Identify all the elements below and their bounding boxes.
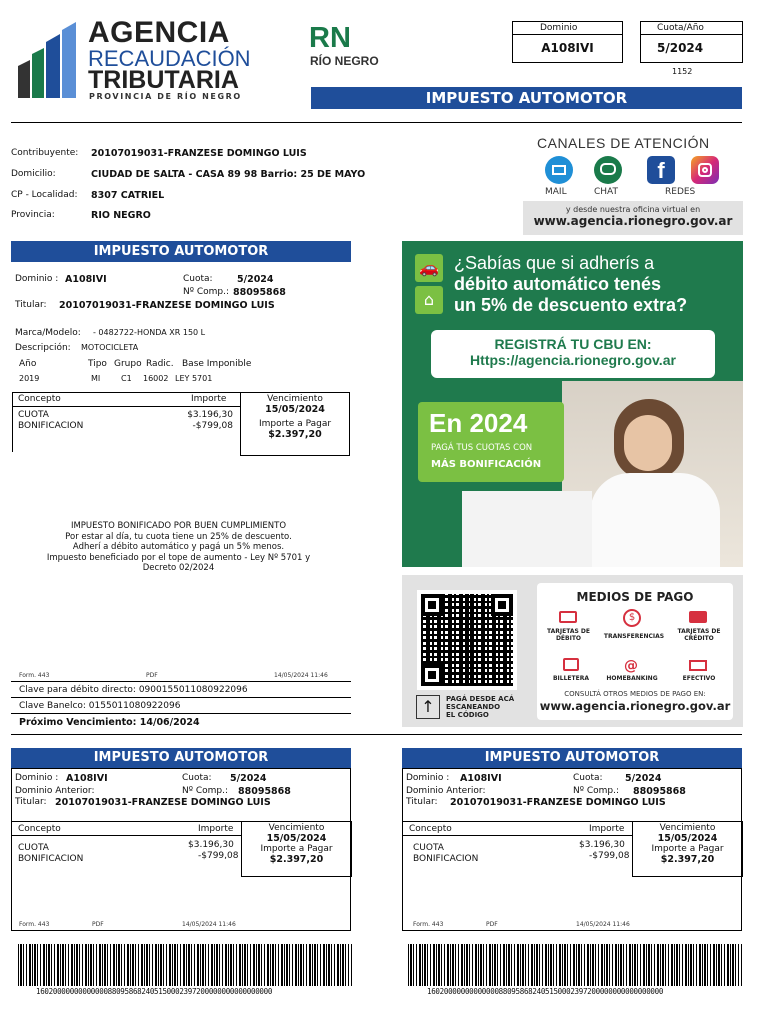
- main-importe-header: Importe: [191, 394, 227, 404]
- descripcion-value: MOTOCICLETA: [81, 343, 139, 352]
- note-line-3: Adherí a débito automático y pagá un 5% menos.: [72, 542, 285, 552]
- main-date: 14/05/2024 11:46: [274, 672, 328, 679]
- logo-recaudacion: RECAUDACIÓN: [88, 46, 251, 71]
- pago-debito: TARJETAS DE DÉBITO: [547, 628, 590, 642]
- cuota-code: 1152: [672, 67, 693, 76]
- promo-pay-2: MÁS BONIFICACIÓN: [431, 459, 542, 470]
- promo-year-box: [418, 402, 564, 482]
- credit-card-icon: [689, 611, 707, 623]
- logo-tributaria: TRIBUTARIA: [88, 66, 239, 94]
- stub-left-vencimiento-box: [241, 821, 352, 877]
- redes-label: REDES: [665, 187, 696, 197]
- stub-left-barcode: [18, 944, 352, 986]
- wallet-icon: [563, 658, 579, 671]
- stub-left-importe-2: -$799,08: [198, 851, 239, 861]
- stub-left-vencimiento-value: 15/05/2024: [266, 833, 327, 844]
- stub-left-titular-value: 20107019031-FRANZESE DOMINGO LUIS: [55, 797, 271, 808]
- stub-left-vencimiento-label: Vencimiento: [268, 823, 325, 833]
- contribuyente-block: [11, 148, 411, 228]
- promo-cbu-2[interactable]: Https://agencia.rionegro.gov.ar: [470, 352, 676, 368]
- canales-url[interactable]: www.agencia.rionegro.gov.ar: [533, 214, 733, 228]
- promo-line-2: débito automático tenés: [454, 274, 662, 294]
- pago-efectivo: EFECTIVO: [682, 675, 716, 682]
- stub-right-date: 14/05/2024 11:46: [576, 921, 630, 928]
- bonificado-note: [11, 521, 346, 574]
- qr-card: [410, 585, 530, 725]
- val-tipo: MI: [91, 374, 101, 383]
- cp-value: 8307 CATRIEL: [91, 190, 165, 201]
- stub-right-dominio-ant: Dominio Anterior:: [406, 786, 486, 796]
- qr-text: [446, 695, 514, 719]
- main-dominio-value: A108IVI: [65, 274, 107, 285]
- stub-right-titular-label: Titular:: [406, 797, 438, 807]
- clave-line-1: [11, 697, 351, 698]
- stub-right-importe-header: Importe: [589, 824, 625, 834]
- logo-agencia: AGENCIA: [88, 16, 230, 49]
- debit-card-icon: [559, 611, 577, 623]
- main-coupon-title: IMPUESTO AUTOMOTOR: [11, 241, 351, 262]
- provincia-value: RIO NEGRO: [91, 210, 151, 221]
- main-coupon: [11, 262, 351, 732]
- val-grupo: C1: [121, 374, 132, 383]
- main-cuota-value: 5/2024: [237, 274, 274, 285]
- stub-right-dominio-value: A108IVI: [460, 773, 502, 784]
- logo-provincia: PROVINCIA DE RÍO NEGRO: [89, 92, 242, 101]
- stub-right-vencimiento-box: [632, 821, 743, 877]
- main-concepto-1: CUOTA: [18, 410, 49, 420]
- stub-right-form: Form. 443: [413, 921, 444, 928]
- provincia-label: Provincia:: [11, 210, 55, 220]
- stub-right-concepto-1: CUOTA: [413, 843, 444, 853]
- note-line-5: Decreto 02/2024: [142, 563, 215, 573]
- stub-right-pagar-value: $2.397,20: [660, 854, 715, 865]
- contribuyente-label: Contribuyente:: [11, 148, 79, 158]
- promo-cbu-1: REGISTRÁ TU CBU EN:: [494, 336, 652, 352]
- stub-left-ncomp-value: 88095868: [238, 786, 291, 797]
- main-importe-1: $3.196,30: [187, 410, 233, 420]
- stub-left-title: IMPUESTO AUTOMOTOR: [11, 748, 351, 768]
- note-line-1: IMPUESTO BONIFICADO POR BUEN CUMPLIMIENTO: [70, 521, 287, 531]
- promo-line-3: un 5% de descuento extra?: [454, 295, 688, 315]
- main-titular-label: Titular:: [15, 300, 47, 310]
- homebanking-icon: @: [624, 658, 638, 674]
- header-title: IMPUESTO AUTOMOTOR: [311, 87, 742, 109]
- stub-right-concepto-2: BONIFICACION: [413, 854, 479, 864]
- mail-icon[interactable]: [545, 156, 573, 184]
- canales-panel: [523, 126, 743, 235]
- stub-right-barcode-number: 16020000000000000880958682405150002397200000000000000000: [427, 987, 664, 996]
- stub-left-dominio-label: Dominio :: [15, 773, 59, 783]
- stub-left-line: [12, 821, 241, 822]
- promo-line-1: ¿Sabías que si adherís a: [454, 253, 655, 273]
- laptop: [462, 491, 592, 567]
- clave-line-2: [11, 713, 351, 714]
- promo-cbu-box: [431, 330, 715, 378]
- stub-left: [11, 768, 351, 931]
- proximo-vencimiento: Próximo Vencimiento: 14/06/2024: [19, 717, 200, 728]
- main-vencimiento-box: [240, 392, 350, 456]
- main-form: Form. 443: [19, 672, 50, 679]
- chat-icon[interactable]: [594, 156, 622, 184]
- pago-billetera: BILLETERA: [552, 675, 589, 682]
- stub-left-concepto-1: CUOTA: [18, 843, 49, 853]
- stub-left-date: 14/05/2024 11:46: [182, 921, 236, 928]
- pago-credito: TARJETAS DE CRÉDITO: [677, 628, 721, 642]
- main-vencimiento-label: Vencimiento: [267, 394, 323, 404]
- stub-right-cuota-label: Cuota:: [573, 773, 603, 783]
- main-pdf: PDF: [146, 672, 158, 679]
- dominio-box-label: Dominio: [513, 22, 622, 35]
- domicilio-label: Domicilio:: [11, 169, 56, 179]
- stub-right-vencimiento-label: Vencimiento: [659, 823, 716, 833]
- main-titular-value: 20107019031-FRANZESE DOMINGO LUIS: [59, 300, 275, 311]
- promo-pay-1: PAGÁ TUS CUOTAS CON: [431, 443, 533, 453]
- descripcion-label: Descripción:: [15, 343, 71, 353]
- promo-year: En 2024: [429, 408, 528, 438]
- stub-left-cuota-label: Cuota:: [182, 773, 212, 783]
- stub-right-importe-2: -$799,08: [589, 851, 630, 861]
- stub-right-barcode: [408, 944, 742, 986]
- header-divider: [11, 122, 742, 123]
- cuota-box: [640, 21, 743, 63]
- main-concepto-2: BONIFICACION: [18, 421, 84, 431]
- pagos-card: [537, 583, 733, 720]
- clave-debito: Clave para débito directo: 0900155011080922096: [19, 685, 248, 695]
- main-importe-pagar-label: Importe a Pagar: [258, 419, 332, 429]
- main-importe-pagar-value: $2.397,20: [268, 429, 322, 440]
- canales-title: CANALES DE ATENCIÓN: [537, 135, 710, 151]
- stub-left-ncomp-label: Nº Comp.:: [182, 786, 228, 796]
- val-anio: 2019: [19, 374, 40, 383]
- rn-logo: [309, 24, 409, 72]
- stub-left-form: Form. 443: [19, 921, 50, 928]
- stub-right-importe-1: $3.196,30: [579, 840, 625, 850]
- house-icon: ⌂: [415, 286, 443, 314]
- col-grupo: Grupo: [114, 359, 142, 369]
- rn-short: RN: [309, 22, 351, 54]
- main-vencimiento-value: 15/05/2024: [265, 404, 325, 415]
- agency-logo: [16, 16, 251, 102]
- stub-right-dominio-label: Dominio :: [406, 773, 450, 783]
- stub-right-title: IMPUESTO AUTOMOTOR: [402, 748, 742, 768]
- stub-right-line: [403, 821, 632, 822]
- domicilio-value: CIUDAD DE SALTA - CASA 89 98 Barrio: 25 DE MAYO: [91, 169, 366, 180]
- cuota-box-label: Cuota/Año: [641, 22, 742, 35]
- stub-left-dominio-ant: Dominio Anterior:: [15, 786, 95, 796]
- stub-left-barcode-number: 16020000000000000880958682405150002397200000000000000000: [36, 987, 273, 996]
- qr-code[interactable]: [417, 590, 517, 690]
- main-ncomp-label: Nº Comp.:: [183, 287, 229, 297]
- pagos-url[interactable]: www.agencia.rionegro.gov.ar: [539, 699, 731, 713]
- car-icon: 🚗: [415, 254, 443, 282]
- main-concepto-table: [12, 392, 241, 452]
- rn-name: RÍO NEGRO: [310, 54, 379, 68]
- marca-value: - 0482722-HONDA XR 150 L: [93, 328, 206, 337]
- stub-left-concepto-header: Concepto: [18, 824, 61, 834]
- stub-left-cuota-value: 5/2024: [230, 773, 267, 784]
- stub-left-dominio-value: A108IVI: [66, 773, 108, 784]
- stub-right-cuota-value: 5/2024: [625, 773, 662, 784]
- stub-right-titular-value: 20107019031-FRANZESE DOMINGO LUIS: [450, 797, 666, 808]
- stub-left-titular-label: Titular:: [15, 797, 47, 807]
- stub-left-importe-1: $3.196,30: [188, 840, 234, 850]
- clave-banelco: Clave Banelco: 0155011080922096: [19, 701, 181, 711]
- contribuyente-value: 20107019031-FRANZESE DOMINGO LUIS: [91, 148, 307, 159]
- cp-label: CP - Localidad:: [11, 190, 78, 200]
- pago-homebanking: HOMEBANKING: [606, 675, 658, 682]
- main-importe-2: -$799,08: [192, 421, 233, 431]
- qr-text-3: EL CÓDIGO: [446, 711, 489, 719]
- stub-left-pagar-value: $2.397,20: [269, 854, 324, 865]
- stub-left-pdf: PDF: [92, 921, 104, 928]
- canales-footer: [523, 201, 743, 235]
- arrow-up-icon: ↑: [416, 695, 440, 719]
- col-base: Base Imponible: [182, 359, 252, 369]
- col-radic: Radic.: [146, 359, 174, 369]
- note-line-2: Por estar al día, tu cuota tiene un 25% de descuento.: [65, 531, 292, 542]
- pago-transferencias: TRANSFERENCIAS: [603, 633, 665, 640]
- facebook-icon[interactable]: f: [647, 156, 675, 184]
- stub-left-pagar-label: Importe a Pagar: [260, 844, 333, 854]
- stub-right-line-2: [403, 835, 632, 836]
- qr-text-1: PAGÁ DESDE ACÁ: [446, 695, 515, 703]
- transfer-icon: $: [623, 609, 641, 627]
- col-tipo: Tipo: [88, 359, 107, 369]
- stub-right: [402, 768, 742, 931]
- stub-left-line-2: [12, 835, 241, 836]
- stub-right-concepto-header: Concepto: [409, 824, 452, 834]
- stub-left-importe-header: Importe: [198, 824, 234, 834]
- main-concepto-header: Concepto: [18, 394, 61, 404]
- pagos-title: MEDIOS DE PAGO: [576, 590, 694, 604]
- note-line-4: Impuesto beneficiado por el tope de aumento - Ley Nº 5701 y: [46, 552, 311, 563]
- main-ncomp-value: 88095868: [233, 287, 286, 298]
- pagos-consulta: CONSULTÁ OTROS MEDIOS DE PAGO EN:: [564, 690, 706, 698]
- stub-right-vencimiento-value: 15/05/2024: [657, 833, 718, 844]
- dominio-box: [512, 21, 623, 63]
- stub-right-pagar-label: Importe a Pagar: [651, 844, 724, 854]
- chat-label: CHAT: [594, 187, 619, 197]
- stub-right-ncomp-label: Nº Comp.:: [573, 786, 619, 796]
- qr-text-2: ESCANEANDO: [446, 703, 501, 711]
- cut-line: [11, 734, 742, 735]
- medios-pago-panel: [402, 575, 743, 727]
- stub-left-concepto-2: BONIFICACION: [18, 854, 84, 864]
- cuota-box-value: 5/2024: [657, 41, 704, 55]
- val-radic: 16002: [143, 374, 169, 383]
- stub-right-pdf: PDF: [486, 921, 498, 928]
- marca-label: Marca/Modelo:: [15, 328, 81, 338]
- col-anio: Año: [19, 359, 37, 369]
- mail-label: MAIL: [545, 187, 567, 197]
- logo-bars-icon: [16, 16, 88, 98]
- main-dominio-label: Dominio :: [15, 274, 59, 284]
- main-cuota-label: Cuota:: [183, 274, 213, 284]
- dominio-box-value: A108IVI: [541, 41, 594, 55]
- canales-subtitle: y desde nuestra oficina virtual en: [565, 205, 701, 214]
- main-footer-line: [11, 681, 351, 682]
- instagram-icon[interactable]: [691, 156, 719, 184]
- stub-right-ncomp-value: 88095868: [633, 786, 686, 797]
- val-base: LEY 5701: [175, 374, 213, 383]
- promo-banner: [402, 241, 743, 567]
- cash-icon: [689, 660, 707, 671]
